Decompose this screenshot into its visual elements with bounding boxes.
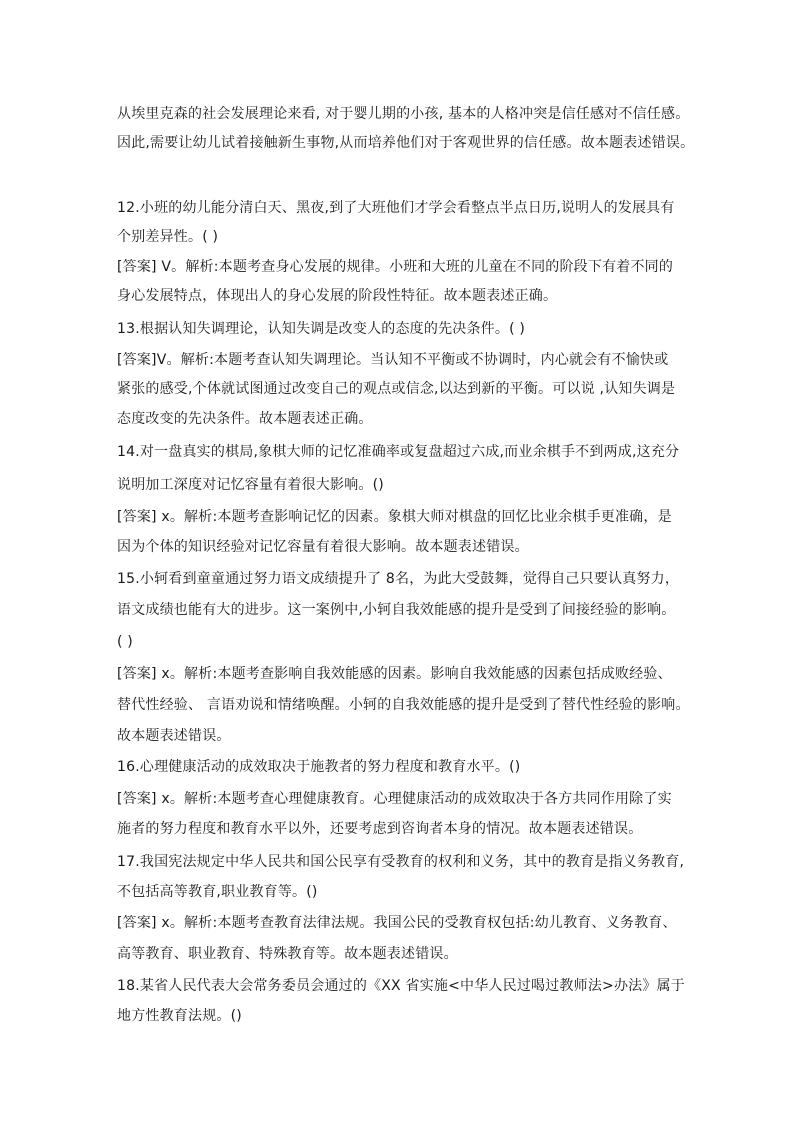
text-line: 17.我国宪法规定中华人民共和国公民享有受教育的权利和义务，其中的教育是指义务教育, (117, 854, 685, 870)
text-line: 身心发展特点，体现出人的身心发展的阶段性特征。故本题表述正确。 (117, 288, 558, 304)
text-line: 不包括高等教育,职业教育等。() (117, 884, 318, 900)
text-line: 15.小轲看到童童通过努力语文成绩提升了 8名，为此大受鼓舞，觉得自己只要认真努力， (117, 571, 680, 587)
text-line: 因此,需要让幼儿试着接触新生事物,从而培养他们对于客观世界的信任感。故本题表述错误。 (117, 135, 695, 151)
text-line: 语文成绩也能有大的进步。这一案例中,小轲自我效能感的提升是受到了间接经验的影响。 (117, 602, 676, 618)
text-line: 从埃里克森的社会发展理论来看, 对于婴儿期的小孩, 基本的人格冲突是信任感对不信任感。 (117, 106, 690, 122)
text-line: 施者的努力程度和教育水平以外，还要考虑到咨询者本身的情况。故本题表述错误。 (117, 821, 643, 837)
text-line: [答案] x。解析:本题考查心理健康教育。心理健康活动的成效取决于各方共同作用除了实 (117, 791, 672, 807)
text-line: [答案] x。解析:本题考查教育法律法规。我国公民的受教育权包括:幼儿教育、义务教育、 (117, 915, 677, 931)
text-line: [答案] V。解析:本题考查身心发展的规律。小班和大班的儿童在不同的阶段下有着不同的 (117, 259, 674, 275)
text-line: 高等教育、职业教育、特殊教育等。故本题表述错误。 (117, 946, 458, 962)
text-line: 紧张的感受,个体就试图通过改变自己的观点或信念,以达到新的平衡。可以说 ,认知失调是 (117, 381, 676, 397)
text-line: 18.某省人民代表大会常务委员会通过的《XX 省实施<中华人民过喝过教师法>办法》属于 (117, 978, 685, 994)
text-line: 替代性经验、 言语劝说和情绪唤醒。小轲的自我效能感的提升是受到了替代性经验的影响。 (117, 697, 690, 713)
text-line: 因为个体的知识经验对记忆容量有着很大影响。故本题表述错误。 (117, 539, 529, 555)
text-line: 故本题表述错误。 (117, 728, 231, 744)
text-line: 16.心理健康活动的成效取决于施教者的努力程度和教育水平。() (117, 759, 521, 775)
text-line: 13.根据认知失调理论，认知失调是改变人的态度的先决条件。( ) (117, 321, 526, 337)
text-line: ( ) (117, 634, 133, 650)
text-line: 个别差异性。( ) (117, 229, 219, 245)
text-line: [答案]V。解析:本题考查认知失调理论。当认知不平衡或不协调时，内心就会有不愉快或 (117, 352, 669, 368)
text-line: 地方性教育法规。() (117, 1008, 242, 1024)
text-line: 12.小班的幼儿能分清白天、黑夜,到了大班他们才学会看整点半点日历,说明人的发展具有 (117, 200, 675, 216)
text-line: 14.对一盘真实的棋局,象棋大师的记忆准确率或复盘超过六成,而业余棋手不到两成,这充分 (117, 444, 680, 460)
text-line: 说明加工深度对记忆容量有着很大影响。() (117, 477, 384, 493)
text-line: [答案] x。解析:本题考查影响自我效能感的因素。影响自我效能感的因素包括成败经验、 (117, 666, 672, 682)
text-line: [答案] x。解析:本题考查影响记忆的因素。象棋大师对棋盘的回忆比业余棋手更准确，是 (117, 509, 672, 525)
text-line: 态度改变的先决条件。故本题表述正确。 (117, 411, 373, 427)
